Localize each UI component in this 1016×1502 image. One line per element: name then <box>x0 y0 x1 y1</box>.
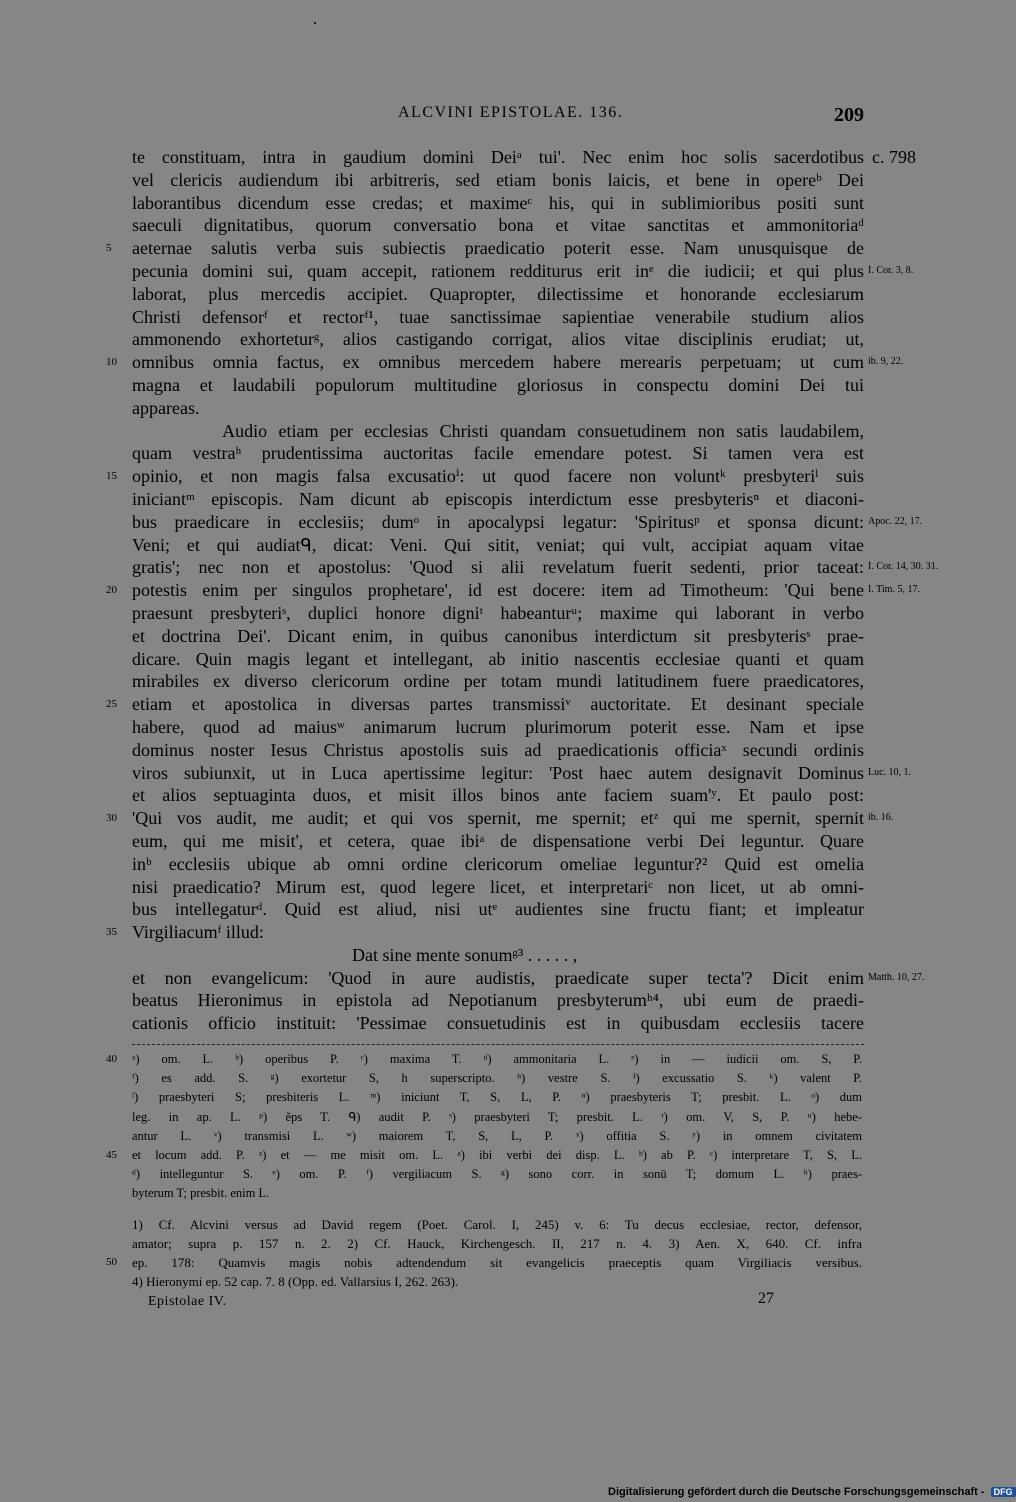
text-line <box>132 898 864 921</box>
text-line <box>132 306 864 329</box>
line-text: opinio, et non magis falsa excusatioⁱ: ut quod facere non voluntᵏ presbyteriˡ suis <box>132 466 864 487</box>
line-text: etiam et apostolica in diversas partes transmissiᵛ auctoritate. Et desinant speciale <box>132 694 864 715</box>
line-text: inᵇ ecclesiis ubique ab omni ordine clericorum omeliae leguntur?² Quid est omelia <box>132 853 864 874</box>
text-line <box>132 397 864 420</box>
footnote-text: ˡ) praesbyteri S; presbiteris L. ᵐ) iniciunt T, S, L, P. ⁿ) praesbyteris T; presbit. L. ᵒ) dum <box>132 1090 862 1105</box>
running-header <box>0 104 1000 130</box>
footnote-line <box>132 1069 862 1088</box>
text-line <box>132 944 864 967</box>
line-text: omnibus omnia factus, ex omnibus mercedem habere merearis perpetuam; ut cum <box>132 352 864 373</box>
footnote-rule <box>132 1044 864 1045</box>
margin-reference: I. Cor. 14, 30. 31. <box>868 561 939 573</box>
footnote-line <box>106 1050 862 1069</box>
line-number: 40 <box>106 1053 117 1065</box>
line-text: viros subiunxit, ut in Luca apertissime legitur: 'Post haec autem designavit Dominus <box>132 762 864 783</box>
text-line <box>132 146 916 169</box>
footnote-line <box>132 1215 862 1234</box>
footnote-line <box>132 1184 862 1203</box>
text-line <box>106 351 904 374</box>
footnotes <box>106 1215 862 1291</box>
line-text: et alios septuaginta duos, et misit illos binos ante faciem suam'ʸ. Et paulo post: <box>132 785 864 806</box>
line-text: Audio etiam per ecclesias Christi quandam consuetudinem non satis laudabilem, <box>132 420 864 441</box>
text-line <box>132 625 864 648</box>
line-text: aeternae salutis verba suis subiectis praedicatio poterit esse. Nam unusquisque de <box>132 238 864 259</box>
text-line <box>106 579 920 602</box>
margin-reference: Apoc. 22, 17. <box>868 515 923 527</box>
line-text: habere, quod ad maiusʷ animarum lucrum plurimorum poterit esse. Nam et ipse <box>132 716 864 737</box>
line-number: 10 <box>106 356 117 369</box>
text-line <box>132 374 864 397</box>
text-line <box>132 1012 864 1035</box>
line-number: 20 <box>106 584 117 597</box>
text-line <box>132 602 864 625</box>
footnote-line <box>106 1146 862 1165</box>
line-text: laborantibus dicendum esse credas; et maximeᶜ his, qui in sublimioribus positi sunt <box>132 192 864 213</box>
footnote-line <box>132 1165 862 1184</box>
footnote-line <box>132 1108 862 1127</box>
footnote-text: ᶠ) es add. S. ᵍ) exortetur S, h superscripto. ʰ) vestre S. ⁱ) excussatio S. ᵏ) valent P. <box>132 1071 862 1086</box>
margin-reference: ib. 16. <box>868 812 894 824</box>
line-number: 45 <box>106 1148 117 1161</box>
line-text: nisi praedicatio? Mirum est, quod legere licet, et interpretariᶜ non licet, ut ab omni- <box>132 876 864 897</box>
footnote-text: leg. in ap. L. ᵖ) ẽps T. ᑫ) audit P. ˢ) praesbyteri T; presbit. L. ᵗ) om. V, S, P. ᵘ) hebe- <box>132 1109 862 1124</box>
line-text: Christi defensorᶠ et rectorᶠ¹, tuae sanctissimae sapientiae venerabile studium alios <box>132 306 864 327</box>
line-text: potestis enim per singulos prophetare', id est docere: item ad Timotheum: 'Qui bene <box>132 580 864 601</box>
text-line <box>132 192 864 215</box>
line-text: appareas. <box>132 397 200 418</box>
footnote-line <box>106 1253 862 1272</box>
text-line <box>132 442 864 465</box>
text-line <box>132 214 864 237</box>
line-text: Veni; et qui audiatᑫ, dicat: Veni. Qui sitit, veniat; qui vult, accipiat aquam vitae <box>132 534 864 555</box>
text-line <box>132 511 923 534</box>
text-line <box>132 534 864 557</box>
footnote-line <box>132 1234 862 1253</box>
dfg-logo: DFG <box>991 1487 1016 1497</box>
text-line <box>132 762 912 785</box>
signature-mark: Epistolae IV. <box>148 1294 227 1309</box>
credit-text: Digitalisierung gefördert durch die Deutsche Forschungsgemeinschaft - <box>608 1486 985 1498</box>
line-number: 15 <box>106 470 117 483</box>
line-number: 25 <box>106 698 117 711</box>
footnote-text: 1) Cf. Alcvini versus ad David regem (Poet. Carol. I, 245) v. 6: Tu decus ecclesiae, rector, defensor, <box>132 1217 862 1232</box>
footnote-text: amator; supra p. 157 n. 2. 2) Cf. Hauck, Kirchengesch. II, 217 n. 4. 3) Aen. X, 640. Cf. infra <box>132 1236 862 1251</box>
line-text: Virgiliacumᶠ illud: <box>132 922 264 943</box>
line-text: laborat, plus mercedis accipiet. Quapropter, dilectissime et honorande ecclesiarum <box>132 283 864 304</box>
line-number: 30 <box>106 812 117 825</box>
text-line <box>132 328 864 351</box>
line-text: Dat sine mente sonumᵍ³ . . . . . , <box>352 944 578 965</box>
line-text: et doctrina Dei'. Dicant enim, in quibus canonibus interdictum sit presbyterisˢ prae- <box>132 625 864 646</box>
scan-speck <box>314 22 316 24</box>
text-line <box>132 488 864 511</box>
line-text: bus praedicare in ecclesiis; dumᵒ in apocalypsi legatur: 'Spiritusᵖ et sponsa dicunt: <box>132 511 864 532</box>
line-text: bus intellegaturᵈ. Quid est aliud, nisi utᵉ audientes sine fructu fiant; et impleatur <box>132 899 864 920</box>
main-text <box>106 146 939 1035</box>
line-text: ammonendo exhorteturᵍ, alios castigando corrigat, alios vitae disciplinis erudiat; ut, <box>132 329 864 350</box>
margin-reference: ib. 9, 22. <box>868 356 904 368</box>
footnote-line <box>132 1127 862 1146</box>
line-text: et non evangelicum: 'Quod in aure audistis, praedicate super tecta'? Dicit enim <box>132 967 864 988</box>
line-text: mirabiles ex diverso clericorum ordine per totam mundi latitudinem fuere praedicatores, <box>132 671 864 692</box>
text-line <box>132 784 864 807</box>
footnote-line <box>132 1088 862 1107</box>
footnote-line <box>132 1272 862 1291</box>
header-title: ALCVINI EPISTOLAE. 136. <box>398 104 624 121</box>
text-line <box>132 739 864 762</box>
text-line <box>132 648 864 671</box>
text-line <box>132 989 864 1012</box>
text-line <box>132 670 864 693</box>
footnote-text: byterum T; presbit. enim L. <box>132 1186 270 1201</box>
text-line <box>132 420 864 443</box>
line-text: te constituam, intra in gaudium domini Deiᵃ tui'. Nec enim hoc solis sacerdotibus <box>132 147 864 167</box>
text-line <box>132 556 939 579</box>
signature-number: 27 <box>758 1290 774 1307</box>
text-line <box>106 237 864 260</box>
page-number: 209 <box>834 104 864 126</box>
footnote-text: antur L. ᵛ) transmisi L. ʷ) maiorem T, S, L, P. ˣ) offitia S. ʸ) in omnem civitatem <box>132 1128 862 1143</box>
text-line <box>106 807 894 830</box>
line-number: 35 <box>106 926 117 939</box>
line-text: dicare. Quin magis legant et intellegant, ab initio nascentis ecclesiae quanti et quam <box>132 648 864 669</box>
margin-reference: Luc. 10, 1. <box>868 766 912 778</box>
text-line <box>132 876 864 899</box>
line-text: 'Qui vos audit, me audit; et qui vos spernit, me spernit; etᶻ qui me spernit, spernit <box>132 808 864 829</box>
footnote-text: ep. 178: Quamvis magis nobis adtendendum sit evangelicis praeceptis quam Virgiliacis versibus. <box>132 1255 862 1270</box>
digitization-credit <box>608 1486 1016 1498</box>
line-text: eum, qui me misit', et cetera, quae ibiᵃ de dispensatione verbi Dei leguntur. Quare <box>132 830 864 851</box>
line-text: praesunt presbyteriˢ, duplici honore digniᵗ habeanturᵘ; maxime qui laborant in verbo <box>132 602 864 623</box>
text-line <box>106 693 864 716</box>
line-text: magna et laudabili populorum multitudine gloriosus in conspectu domini Dei tui <box>132 374 864 395</box>
text-line <box>132 853 864 876</box>
line-text: iniciantᵐ episcopis. Nam dicunt ab episcopis interdictum esse presbyterisⁿ et diaconi- <box>132 488 864 509</box>
margin-date: c. 798 <box>872 147 916 167</box>
line-text: cationis officio instituit: 'Pessimae consuetudinis est in quibusdam ecclesiis tacere <box>132 1013 864 1034</box>
margin-reference: I. Tim. 5, 17. <box>868 584 920 596</box>
line-number: 50 <box>106 1256 117 1268</box>
footnote-text: ᵃ) om. L. ᵇ) operibus P. ᶜ) maxima T. ᵈ) ammonitaria L. ᵉ) in — iudicii om. S, P. <box>132 1052 862 1066</box>
line-text: pecunia domini sui, quam accepit, rationem redditurus erit inᵉ die iudicii; et qui plus <box>132 260 864 281</box>
line-text: vel clericis audiendum ibi arbitreris, sed etiam bonis laicis, et bene in opereᵇ Dei <box>132 169 864 190</box>
line-text: saeculi dignitatibus, quorum conversatio bona et vitae sanctitas et ammonitoriaᵈ <box>132 215 864 236</box>
footnote-text: ᵈ) intelleguntur S. ᵉ) om. P. ᶠ) vergiliacum S. ᵍ) sono corr. in sonū T; domum L. ʰ) praes- <box>132 1167 862 1182</box>
line-text: dominus noster Iesus Christus apostolis suis ad praedicationis officiaˣ secundi ordinis <box>132 739 864 760</box>
text-line <box>132 169 864 192</box>
line-number: 5 <box>106 242 112 255</box>
margin-reference: Matth. 10, 27. <box>868 971 925 983</box>
footnote-text: et locum add. P. ᶻ) et — me misit om. L. ᵃ) ibi verbi dei disp. L. ᵇ) ab P. ᶜ) interpretare T, S, L. <box>132 1147 862 1162</box>
critical-apparatus <box>106 1050 862 1204</box>
text-line <box>132 716 864 739</box>
text-line <box>132 967 925 990</box>
text-line <box>132 830 864 853</box>
text-line <box>106 921 864 944</box>
margin-reference: I. Cor. 3, 8. <box>868 264 914 276</box>
line-text: quam vestraʰ prudentissima auctoritas facile emendare potest. Si tamen vera est <box>132 443 864 464</box>
footnote-text: 4) Hieronymi ep. 52 cap. 7. 8 (Opp. ed. Vallarsius I, 262. 263). <box>132 1274 459 1289</box>
text-line <box>132 260 914 283</box>
line-text: gratis'; nec non et apostolus: 'Quod si alii revelatum fuerit sedenti, prior taceat: <box>132 557 864 578</box>
text-line <box>106 465 864 488</box>
text-line <box>132 283 864 306</box>
line-text: beatus Hieronimus in epistola ad Nepotianum presbyterumʰ⁴, ubi eum de praedi- <box>132 990 864 1011</box>
